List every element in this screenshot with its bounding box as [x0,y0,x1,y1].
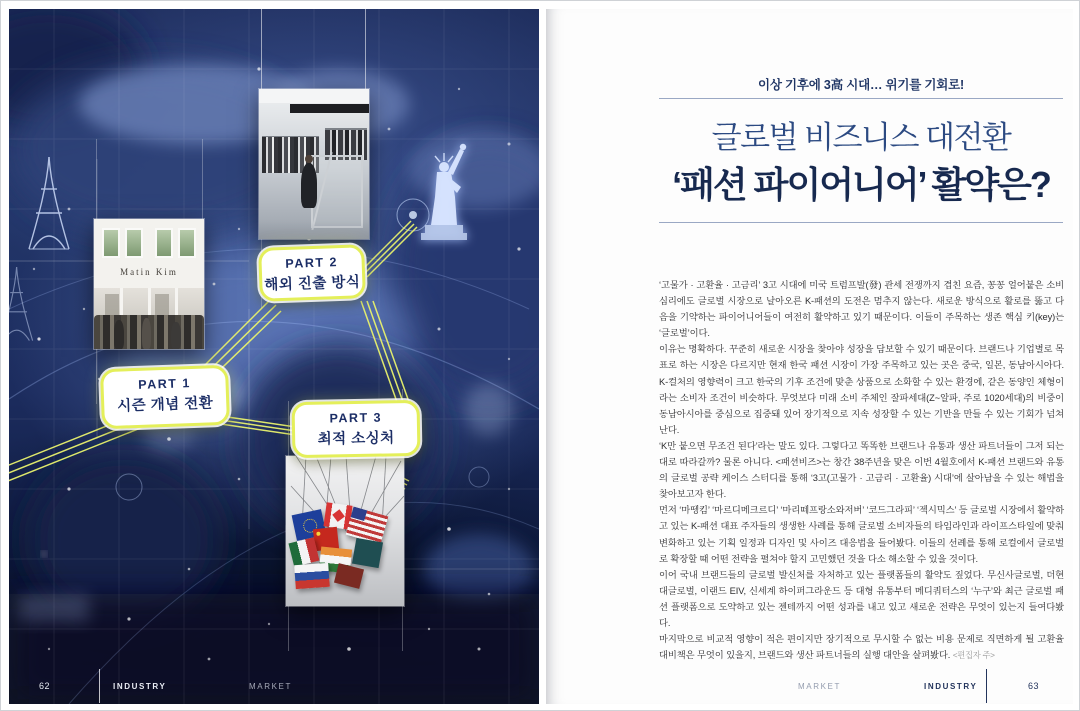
photo-flag-containers [286,456,404,606]
store-banner [290,104,369,113]
article-body [659,277,1064,663]
metal-display-frame [311,155,363,228]
editor-note: <편집자 주> [952,650,995,661]
photo-store-interior [259,89,369,239]
title-line1: 글로벌 비즈니스 대전환 [711,120,1011,155]
store-floor [259,221,369,239]
page-number: 63 [1028,681,1040,691]
person-silhouette [114,320,124,349]
left-page [9,9,539,704]
paragraph: ‘고물가 · 고환율 · 고금리’ 3고 시대에 미국 트럼프발(發) 관세 전쟁까지 겹친 요즘, 꽁꽁 얼어붙은 소비심리에도 글로벌 시장으로 날아오른 K-패션의 도전은 멈추지 않는다. 새로운 방식으로 활로를 뚫고 다음을 기약하는 파이어니어들이 여전히 활약하고 있기 때문이다. 이들이 주목하는 생존 핵심 키(key)는 ‘글로벌’이다. [659,280,1064,339]
part1-label [100,365,230,429]
page-number: 62 [39,681,51,691]
window [178,228,197,258]
kicker: 이상 기후에 3高 시대… 위기를 기회로! [757,78,965,92]
footer-divider [99,669,100,703]
right-page [546,9,1073,704]
store-ceiling [259,89,369,103]
paragraph [659,631,1064,663]
flag-box-teal [352,538,383,568]
part2-title: 해외 진출 방식 [264,274,361,294]
paragraph: 이어 국내 브랜드들의 글로벌 발신처를 자처하고 있는 플랫폼들의 활약도 짚었다. 무신사글로벌, 더현대글로벌, 이랜드 EIV, 신세계 하이퍼그라운드 등 대형 유통부터 메디쿼터스의 ‘누구’와 최근 글로벌 패션 플랫폼으로 도약하고 있는 젠테까지 어떤 성과를 내고 있고 새로운 전략은 무엇이 있는지 들여다봤다. [659,569,1064,628]
flag-box-russia [294,563,330,589]
section-market: MARKET [249,682,292,691]
divider-bottom [659,222,1063,223]
paragraph: 먼저 ‘마뗑킴’ ‘마르디메크르디’ ‘마리떼프랑소와저버’ ‘코드그라피’ ‘젝시믹스’ 등 글로벌 시장에서 활약하고 있는 K-패션 대표 주자들의 생생한 사례를 통해 글로벌 소비자들의 타임라인과 라이프스타일에 맞춰 변화하고 있는 기획 일정과 디자인 및 사이즈 대응법을 들어봤다. 이들의 선례를 통해 로컬에서 글로벌로 확장할 때 어떤 전략을 펼쳐야 할지 고민했던 것을 다소 해소할 수 있을 것이다. [659,505,1064,564]
shopper-silhouette [301,163,318,208]
footer-divider [986,669,987,703]
section-industry: INDUSTRY [113,682,167,691]
person-silhouette [142,318,151,349]
part2-label [258,244,366,302]
photo-matin-kim-storefront [94,219,204,349]
storefront-sign: Matin Kim [120,267,178,278]
part3-number: PART 3 [329,410,383,426]
part3-title: 최적 소싱처 [317,430,395,448]
part1-number: PART 1 [138,376,192,392]
paragraph: ‘K만 붙으면 무조건 된다’라는 말도 있다. 그렇다고 똑똑한 브랜드나 유통과 생산 파트너들이 그저 되는 대로 따라갈까? 물론 아니다. <패션비즈>는 창간 38주년을 맞은 이번 4월호에서 K-패션 브랜드와 유통의 글로벌 공략 케이스 스터디를 통해 ‘3고(고물가 · 고금리 · 고환율) 시대’에 살아남을 수 있는 해법을 찾아보고자 한다. [659,440,1065,500]
window [125,228,144,258]
window [155,228,174,258]
part2-number: PART 2 [285,255,339,271]
paragraph: 이유는 명확하다. 꾸준히 새로운 시장을 찾아야 성장을 담보할 수 있기 때문이다. 브랜드나 기업별로 목표로 하는 시장은 다르지만 현재 한국 패션 시장이 가장 주목하고 있는 곳은 중국, 일본, 동남아시아다. K-컬처의 영향력이 크고 한국의 기후 조건에 맞춘 상품으로 소화할 수 있는 환경에, 같은 동양인 체형이라는 소비자 조건이 비슷하다. 무엇보다 미래 소비 주체인 잘파세대(Z~알파, 주로 1020세대)의 비중이 동남아시아를 중심으로 집중돼 있어 장기적으로 지속 성장할 수 있는 기반을 만들 수 있는 기회가 넘쳐난다. [659,344,1064,435]
section-market: MARKET [798,682,841,691]
person-silhouette [171,322,181,349]
part3-label [292,400,421,458]
title-line2: ‘패션 파이어니어’ 활약은? [672,164,1050,205]
window [102,228,121,258]
part1-title: 시즌 개념 전환 [116,395,214,415]
divider-top [659,98,1063,99]
paragraph-text: 마지막으로 비교적 영향이 적은 편이지만 장기적으로 무시할 수 없는 비용 문제로 직면하게 될 고환율 대비책은 무엇이 있을지, 브랜드와 생산 파트너들의 실행 대안을 살펴봤다. [659,634,1064,661]
section-industry: INDUSTRY [924,682,978,691]
